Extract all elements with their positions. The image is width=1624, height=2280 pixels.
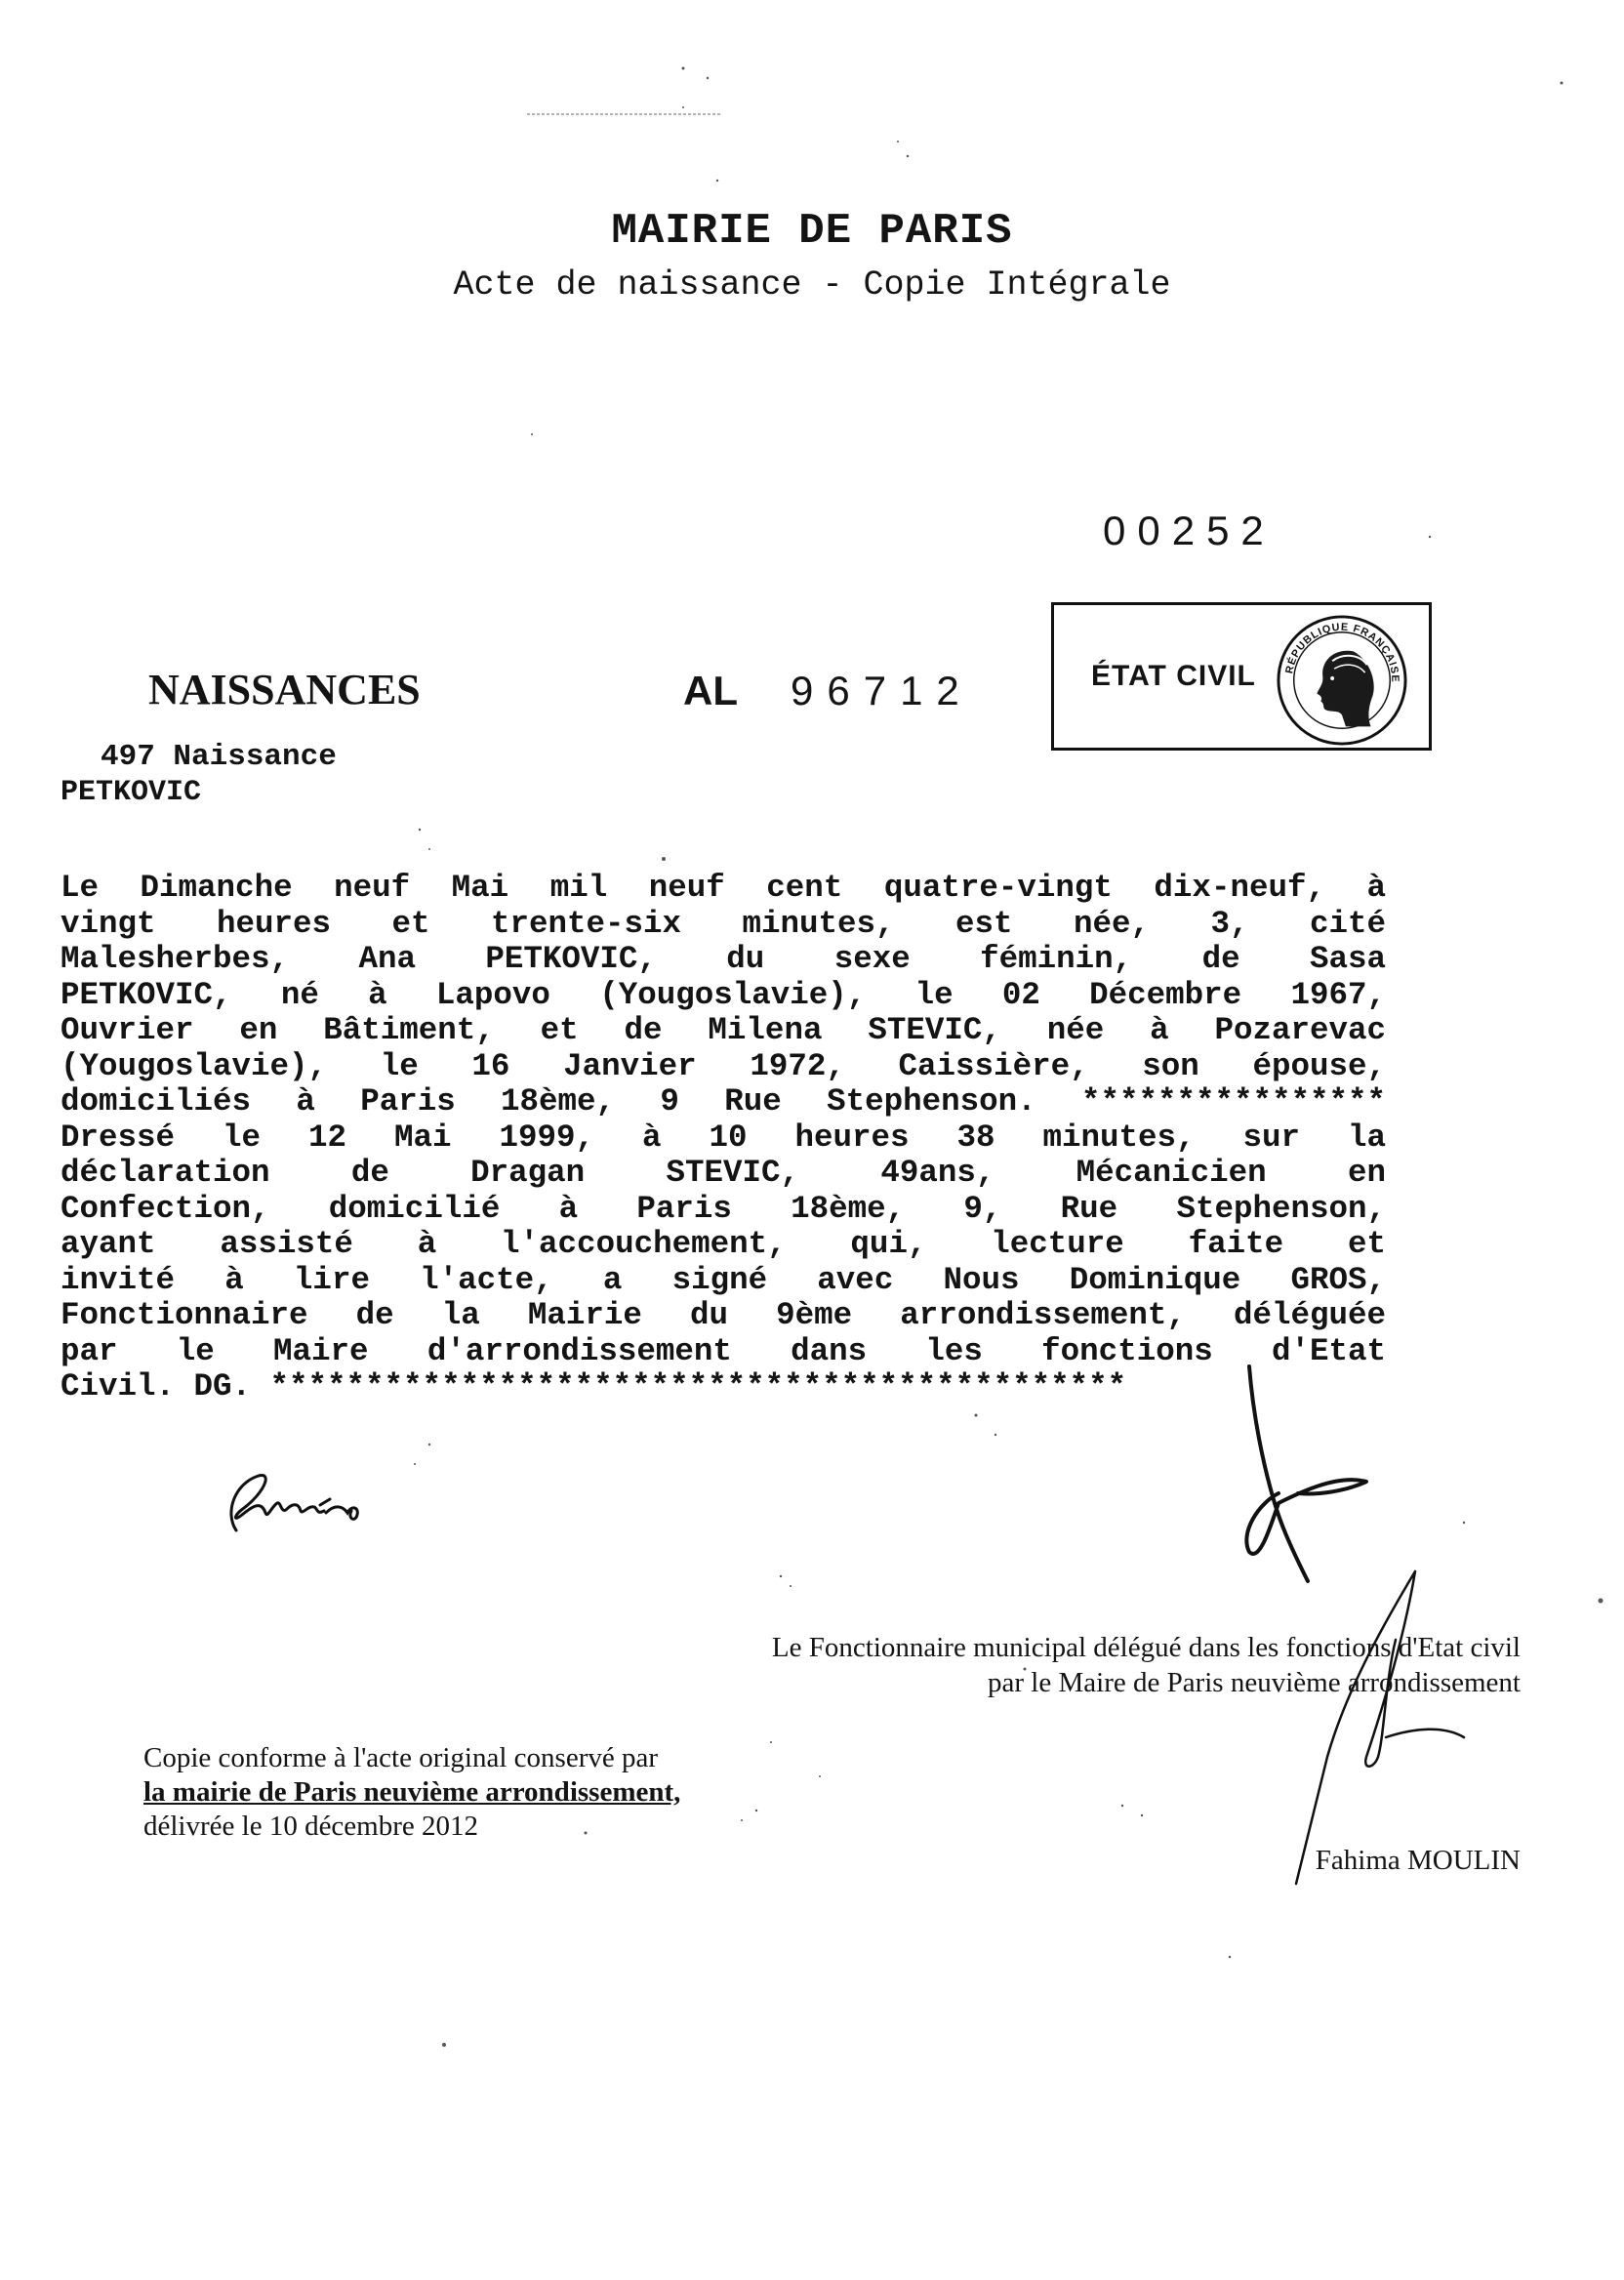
signatory-name: Fahima MOULIN xyxy=(1315,1845,1521,1876)
delegate-title: Le Fonctionnaire municipal délégué dans les fonctions d'Etat civil xyxy=(771,1632,1521,1663)
record-line: (Yougoslavie), le 16 Janvier 1972, Caissière, son épouse, xyxy=(61,1047,1386,1084)
section-title: NAISSANCES xyxy=(148,666,421,713)
record-line: invité à lire l'acte, a signé avec Nous Dominique GROS, xyxy=(61,1261,1386,1298)
record-line: Malesherbes, Ana PETKOVIC, du sexe féminin, de Sasa xyxy=(61,941,1386,977)
record-line: vingt heures et trente-six minutes, est née, 3, cité xyxy=(61,905,1386,942)
stamp-label: ÉTAT CIVIL xyxy=(1091,660,1256,692)
register-prefix: AL xyxy=(683,668,738,713)
record-line: déclaration de Dragan STEVIC, 49ans, Mécanicien en xyxy=(61,1155,1386,1191)
record-line: Civil. DG. ********************************************* xyxy=(61,1368,1127,1405)
record-line: domiciliés à Paris 18ème, 9 Rue Stephenson. **************** xyxy=(61,1083,1386,1120)
record-line: Dressé le 12 Mai 1999, à 10 heures 38 minutes, sur la xyxy=(61,1119,1386,1156)
marianne-seal-icon xyxy=(1275,613,1409,748)
signatory-signature xyxy=(1269,1562,1483,1893)
copy-issuer: la mairie de Paris neuvième arrondissement, xyxy=(143,1776,681,1808)
record-line: PETKOVIC, né à Lapovo (Yougoslavie), le 02 Décembre 1967, xyxy=(61,976,1386,1013)
copy-date: délivrée le 10 décembre 2012 xyxy=(143,1811,479,1842)
record-line: Fonctionnaire de la Mairie du 9ème arrondissement, déléguée xyxy=(61,1297,1386,1333)
record-line: ayant assisté à l'accouchement, qui, lecture faite et xyxy=(61,1226,1386,1262)
delegate-authority: par le Maire de Paris neuvième arrondissement xyxy=(988,1667,1521,1698)
record-line: par le Maire d'arrondissement dans les fonctions d'Etat xyxy=(61,1332,1386,1369)
record-line: Confection, domicilié à Paris 18ème, 9, Rue Stephenson, xyxy=(61,1190,1386,1227)
birth-record-text xyxy=(61,871,1386,1405)
page-subtitle: Acte de naissance - Copie Intégrale xyxy=(453,265,1171,305)
etat-civil-stamp xyxy=(1051,602,1432,751)
copy-notice: Copie conforme à l'acte original conservé par xyxy=(143,1742,658,1773)
entry-surname: PETKOVIC xyxy=(61,776,202,809)
document-number: 00252 xyxy=(1103,508,1276,553)
declarant-signature xyxy=(205,1454,439,1552)
page-title: MAIRIE DE PARIS xyxy=(611,207,1013,256)
svg-text:RÉPUBLIQUE FRANÇAISE: RÉPUBLIQUE FRANÇAISE xyxy=(1283,621,1401,683)
record-line: Le Dimanche neuf Mai mil neuf cent quatre-vingt dix-neuf, à xyxy=(61,870,1386,906)
register-number: 96712 xyxy=(791,668,973,713)
record-line: Ouvrier en Bâtiment, et de Milena STEVIC, née à Pozarevac xyxy=(61,1012,1386,1048)
entry-number: 497 Naissance xyxy=(101,740,337,774)
